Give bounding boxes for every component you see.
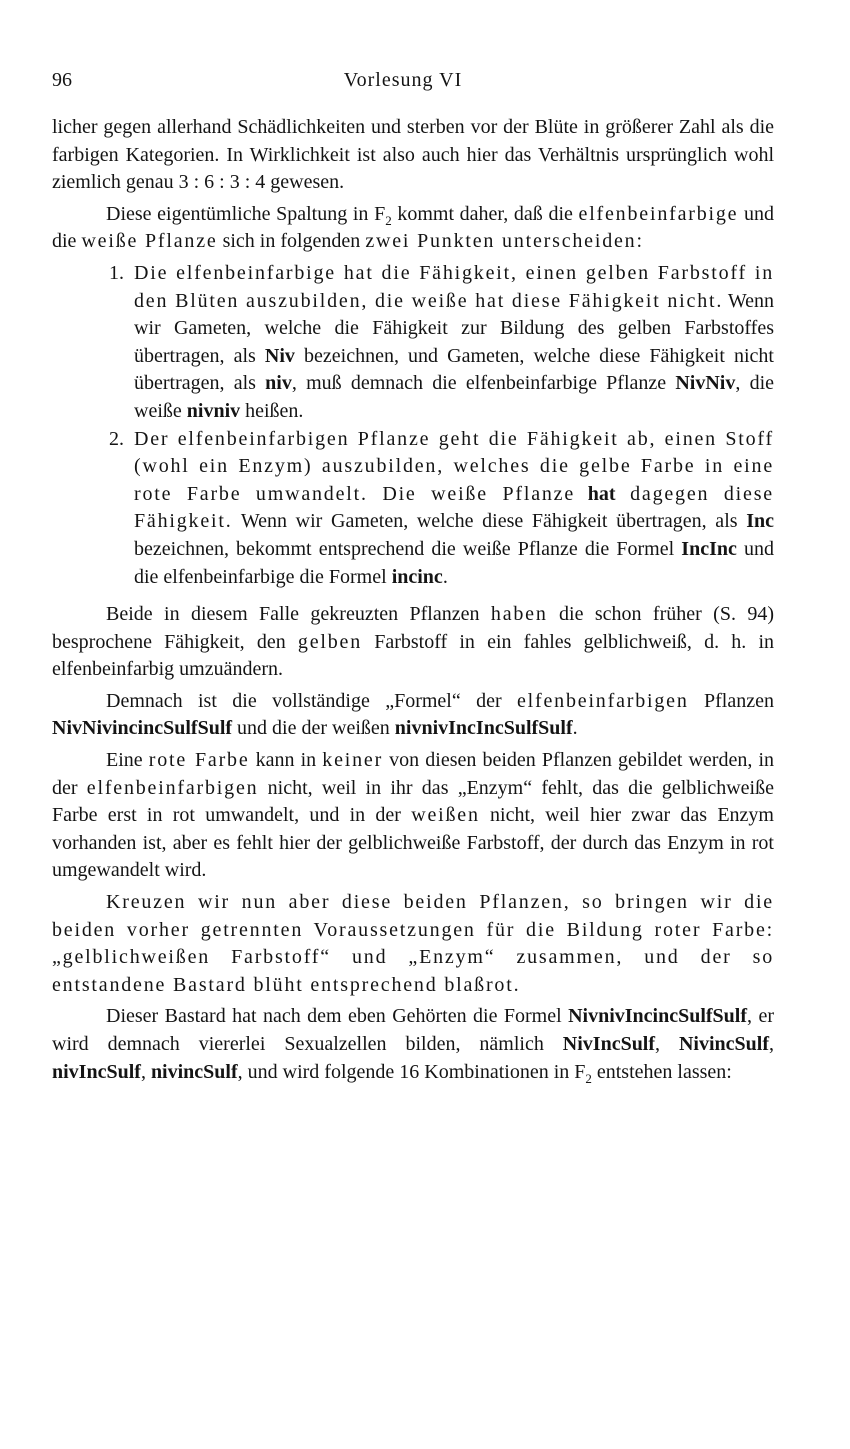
formula-ivory-full: NivNivincincSulfSulf — [52, 717, 233, 740]
item1-text-d: , die weiße — [134, 372, 775, 422]
p5-text-c: von diesen beiden Pflanzen gebildet werden, in der — [52, 749, 774, 799]
p2-text-a: Diese eigentümliche Spaltung in F — [106, 202, 386, 225]
item2-text-d: . — [442, 565, 448, 588]
p2-subscript: 2 — [385, 212, 392, 228]
p2-spaced-1: elfenbeinfarbige — [578, 202, 739, 225]
p3-text-c: Farbstoff in ein fahles gelblichweiß, d. h. in elfenbeinfarbig umzuändern. — [52, 630, 775, 681]
item2-text-c: und die elfenbeinfarbige die Formel — [134, 537, 774, 588]
item2-spaced-1: Der elfenbeinfarbigen Pflanze geht die Fähigkeit ab, einen Stoff (wohl ein Enzym) auszubilden, welches die gelbe Farbe in eine rote Farbe umwandelt. Die weiße Pflanze — [134, 427, 774, 505]
p6-spaced: Kreuzen wir nun aber diese beiden Pflanzen, so bringen wir die beiden vorher getrennten Voraussetzungen für die Bildung roter Farbe: „gelblichweißen Farbstoff“ und „Enzym“ zusammen, und der so entstandene Bastard blüht entsprechend blaßrot. — [52, 891, 774, 996]
list-item — [52, 426, 774, 592]
p2-spaced-3: zwei Punkten unterscheiden: — [365, 230, 644, 253]
formula-incinc-upper: IncInc — [681, 537, 737, 560]
formula-bastard: NivnivIncincSulfSulf — [568, 1005, 748, 1028]
gamete-4: nivincSulf — [150, 1060, 238, 1083]
p4-text-a: Demnach ist die vollständige „Formel“ der — [106, 689, 517, 712]
item2-text-b: bezeichnen, bekommt entsprechend die weiße Pflanze die Formel — [134, 537, 682, 560]
item2-text-a: Wenn wir Gameten, welche diese Fähigkeit übertragen, als — [232, 510, 747, 533]
list-item — [52, 260, 774, 426]
p7-text-f: , und wird folgende 16 Kombinationen in F — [237, 1060, 586, 1083]
running-title: Vorlesung VI — [343, 69, 463, 91]
paragraph-7 — [52, 1003, 774, 1086]
formula-inc: Inc — [746, 510, 774, 533]
p5-spaced-1: rote Farbe — [148, 749, 250, 772]
p5-spaced-3: elfenbeinfarbigen — [86, 776, 259, 799]
p3-spaced-1: haben — [490, 603, 548, 626]
p4-text-d: . — [572, 717, 578, 740]
p7-text-a: Dieser Bastard hat nach dem eben Gehörten die Formel — [106, 1005, 569, 1028]
paragraph-2 — [52, 201, 774, 256]
item1-spaced: Die elfenbeinfarbige hat die Fähigkeit, einen gelben Farbstoff in den Blüten auszubilden, die weiße hat diese Fähigkeit nicht. — [134, 261, 774, 312]
p2-text-b: kommt daher, daß die — [391, 202, 579, 225]
running-head — [52, 66, 774, 96]
item2-spaced-2: dagegen diese Fähigkeit. — [134, 482, 774, 533]
p7-subscript: 2 — [585, 1070, 592, 1086]
formula-nivniv-lower: nivniv — [186, 399, 241, 422]
gamete-3: nivIncSulf — [52, 1060, 141, 1083]
p5-spaced-4: weißen — [411, 804, 480, 827]
p7-sep-3: , — [140, 1060, 151, 1083]
numbered-list — [52, 260, 774, 591]
p2-spaced-2: weiße Pflanze — [81, 230, 218, 253]
formula-niv-upper: Niv — [264, 344, 295, 367]
formula-nivniv-upper: NivNiv — [675, 372, 736, 395]
p2-text-c: und die — [52, 202, 775, 253]
paragraph-1 — [52, 114, 774, 197]
p4-text-c: und die der weißen — [232, 717, 395, 740]
p5-text-e: nicht, weil hier zwar das Enzym vorhanden ist, aber es fehlt hier der gelblichweiße Farbstoff, der durch das Enzym in rot umgewandelt wird. — [52, 804, 774, 882]
paragraph-6 — [52, 889, 774, 999]
p3-text-a: Beide in diesem Falle gekreuzten Pflanzen — [106, 603, 491, 626]
list-item-number: 2. — [109, 427, 124, 450]
p3-text-b: die schon früher (S. 94) besprochene Fähigkeit, den — [52, 603, 774, 653]
gamete-1: NivIncSulf — [562, 1033, 656, 1055]
item1-text-c: , muß demnach die elfenbeinfarbige Pflanze — [291, 372, 676, 395]
paragraph-5 — [52, 747, 774, 885]
formula-white-full: nivnivIncIncSulfSulf — [394, 717, 573, 740]
body-text — [52, 114, 774, 1086]
p7-text-g: entstehen lassen: — [591, 1060, 732, 1083]
book-page — [52, 66, 774, 1090]
p5-text-d: nicht, weil in ihr das „Enzym“ fehlt, das die gelblichweiße Farbe erst in rot umwandelt, und in der — [52, 776, 774, 827]
p7-sep-2: , — [769, 1033, 775, 1055]
p4-text-b: Pflanzen — [688, 689, 774, 712]
p2-text-d: sich in folgenden — [217, 230, 366, 253]
paragraph-4 — [52, 688, 774, 743]
p4-spaced-1: elfenbeinfarbigen — [517, 689, 689, 712]
p7-sep-1: , — [655, 1033, 679, 1055]
list-item-text — [134, 426, 774, 592]
p3-spaced-2: gelben — [297, 630, 363, 653]
p5-text-a: Eine — [106, 749, 149, 772]
p5-spaced-2: keiner — [322, 749, 384, 772]
item1-text-a: Wenn wir Gameten, welche die Fähigkeit zur Bildung des gelben Farbstoffes übertragen, als — [134, 289, 774, 367]
item1-text-e: heißen. — [240, 399, 304, 422]
p5-text-b: kann in — [249, 749, 323, 772]
item2-bold-hat: hat — [575, 482, 616, 505]
list-item-text — [134, 260, 774, 426]
paragraph-1-text: licher gegen allerhand Schädlichkeiten und sterben vor der Blüte in größerer Zahl als die farbigen Kategorien. In Wirklichkeit ist also auch hier das Verhältnis ursprünglich wohl ziemlich genau 3 : 6 : 3 : 4 gewesen. — [52, 116, 774, 194]
paragraph-3 — [52, 601, 774, 684]
formula-niv-lower: niv — [265, 372, 292, 395]
item1-text-b: bezeichnen, und Gameten, welche diese Fähigkeit nicht übertragen, als — [134, 344, 774, 395]
page-number: 96 — [52, 69, 72, 91]
gamete-2: NivincSulf — [678, 1033, 770, 1055]
formula-incinc-lower: incinc — [391, 565, 443, 588]
list-item-number: 1. — [109, 261, 124, 284]
p7-text-b: , er wird demnach viererlei Sexualzellen bilden, nämlich — [52, 1005, 774, 1055]
